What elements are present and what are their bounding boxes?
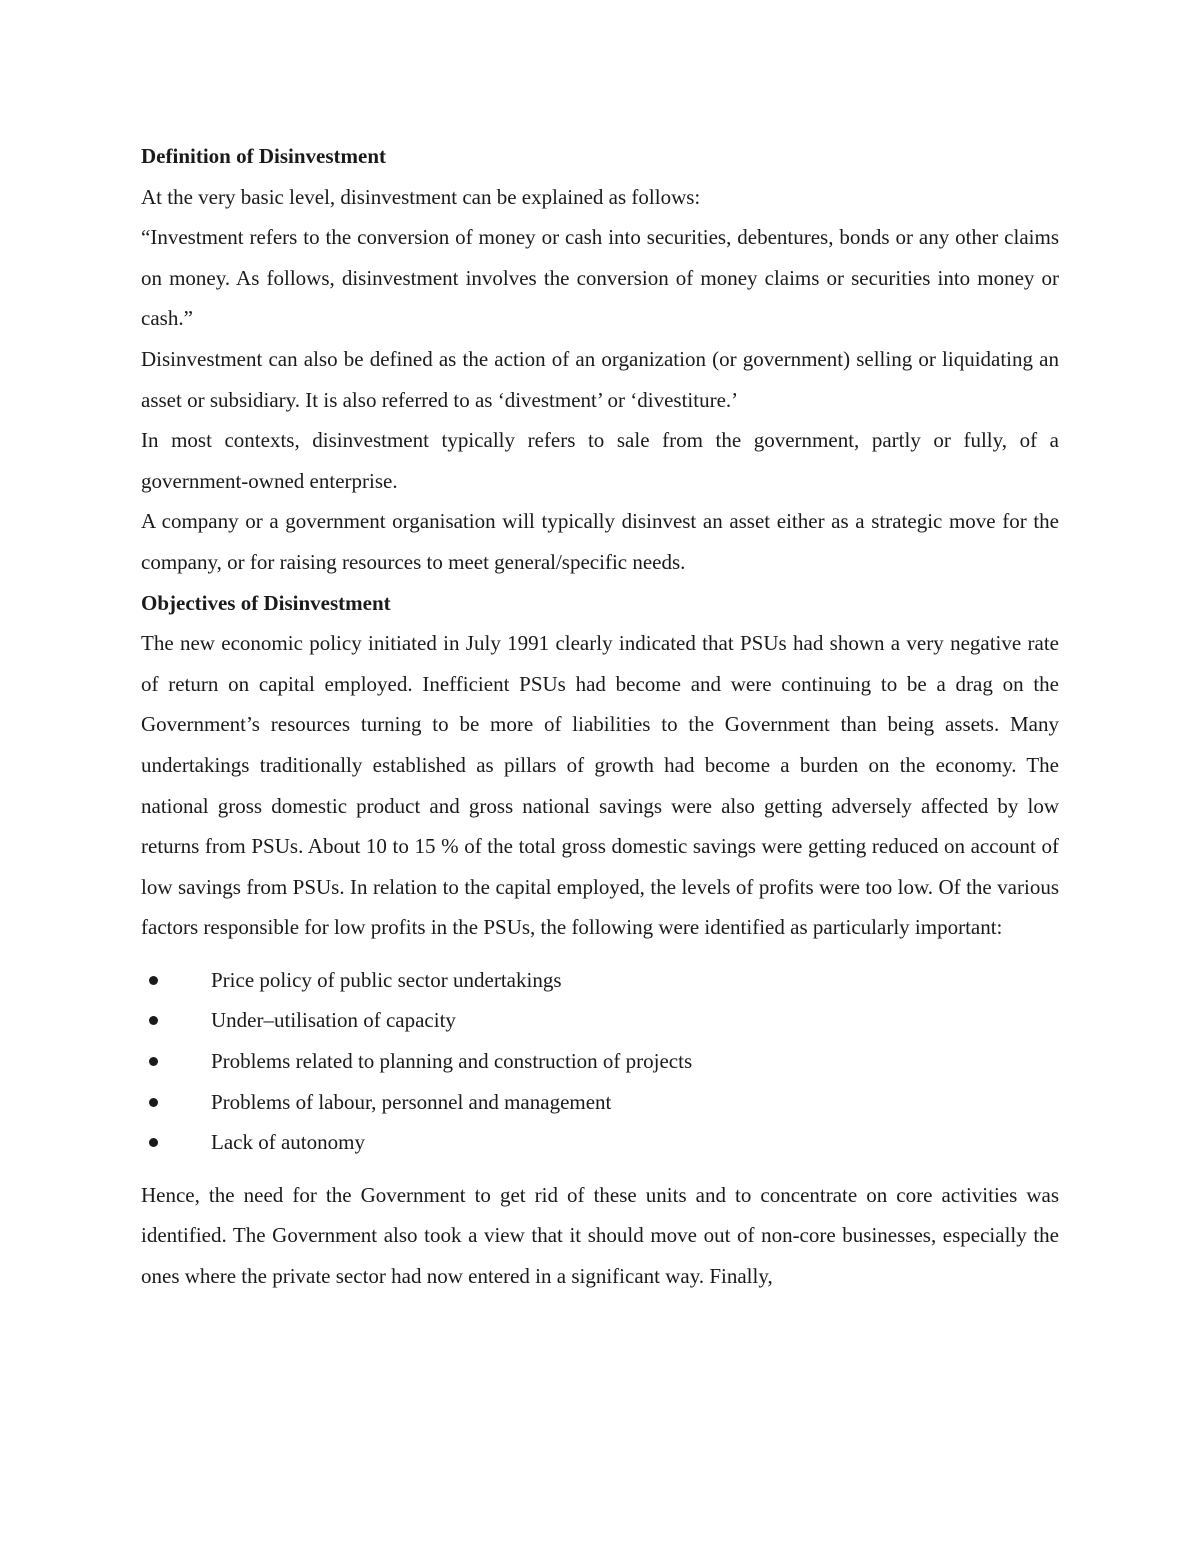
document-page: [141, 136, 1059, 1297]
list-item-text: Problems of labour, personnel and management: [211, 1089, 612, 1114]
paragraph-quote: “Investment refers to the conversion of money or cash into securities, debentures, bonds or any other claims on money. As follows, disinvestment involves the conversion of money claims or securities into money or cash.”: [141, 225, 1059, 331]
list-item-text: Lack of autonomy: [211, 1130, 365, 1155]
bullet-icon: [149, 1098, 158, 1107]
bullet-icon: [149, 1057, 158, 1066]
list-item-text: Problems related to planning and construction of projects: [211, 1049, 693, 1074]
paragraph-definition: Disinvestment can also be defined as the action of an organization (or government) selling or liquidating an asset or subsidiary. It is also referred to as ‘divestment’ or ‘divestiture.’: [141, 346, 1059, 412]
list-item: [141, 1082, 1059, 1123]
bullet-icon: [149, 1016, 158, 1025]
bullet-icon: [149, 976, 158, 985]
paragraph-context: In most contexts, disinvestment typically refers to sale from the government, partly or fully, of a government-owned enterprise.: [141, 428, 1059, 493]
list-item-text: Under–utilisation of capacity: [211, 1008, 456, 1033]
section-heading-objectives: Objectives of Disinvestment: [141, 590, 391, 615]
paragraph-economic-policy: The new economic policy initiated in July 1991 clearly indicated that PSUs had shown a very negative rate of return on capital employed. Inefficient PSUs had become and were continuing to be a drag on the Government’s resources turning to be more of liabilities to the Government than being assets. Many undertakings traditionally established as pillars of growth had become a burden on the economy. The national gross domestic product and gross national savings were also getting adversely affected by low returns from PSUs. About 10 to 15 % of the total gross domestic savings were getting reduced on account of low savings from PSUs. In relation to the capital employed, the levels of profits were too low. Of the various factors responsible for low profits in the PSUs, the following were identified as particularly important:: [141, 631, 1059, 940]
list-item-text: Price policy of public sector undertakings: [211, 967, 562, 992]
paragraph-strategic: A company or a government organisation will typically disinvest an asset either as a strategic move for the company, or for raising resources to meet general/specific needs.: [141, 509, 1059, 574]
paragraph-intro: At the very basic level, disinvestment can be explained as follows:: [141, 184, 701, 209]
factors-list: [141, 960, 1059, 1163]
paragraph-conclusion: Hence, the need for the Government to get rid of these units and to concentrate on core activities was identified. The Government also took a view that it should move out of non-core businesses, especially the ones where the private sector had now entered in a significant way. Finally,: [141, 1182, 1059, 1289]
bullet-icon: [149, 1138, 158, 1147]
list-item: [141, 1000, 1059, 1041]
section-heading-definition: Definition of Disinvestment: [141, 144, 386, 168]
list-item: [141, 1041, 1059, 1082]
list-item: [141, 960, 1059, 1001]
list-item: [141, 1122, 1059, 1163]
